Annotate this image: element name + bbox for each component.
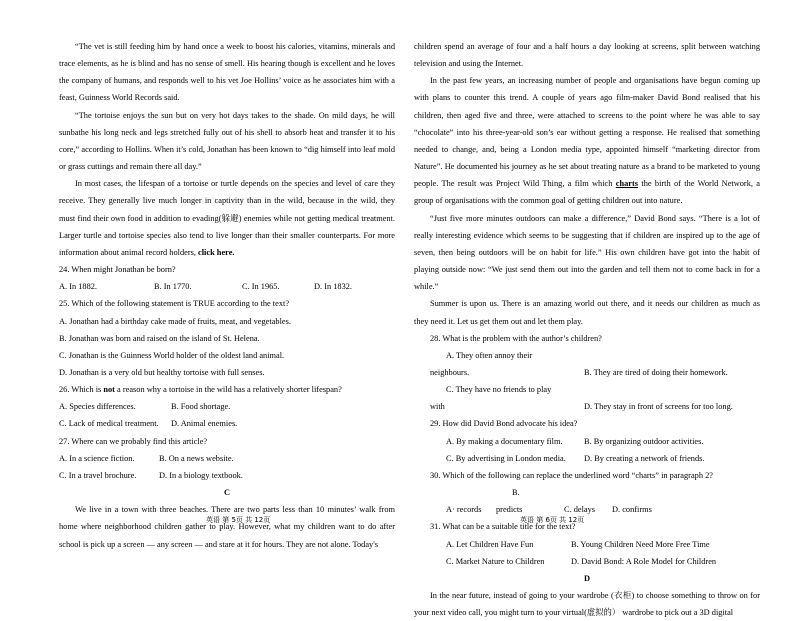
option: C. By advertising in London media. (446, 453, 566, 463)
option: C. In 1965. (242, 282, 280, 292)
option: D. They stay in front of screens for too long. (584, 402, 733, 412)
question-28-options (414, 347, 760, 381)
option: B. By organizing outdoor activities. (584, 436, 704, 446)
option: B. Jonathan was born and raised on the island of St. Helena. (59, 333, 260, 343)
click-here-link[interactable]: click here. (198, 247, 235, 257)
question-24-options (59, 278, 395, 295)
option: B. On a news website. (159, 453, 234, 463)
option: A. In a science fiction. (59, 453, 135, 463)
option: D. David Bond: A Role Model for Children (571, 556, 717, 566)
option: B. They are tired of doing their homework. (584, 367, 728, 377)
question-30: 30. Which of the following can replace the underlined word “charts” in paragraph 2? (430, 470, 713, 480)
question-text: a reason why a tortoise in the wild has a relatively shorter lifespan? (117, 385, 342, 395)
paragraph: children spend an average of four and a half hours a day looking at screens, split between watching television and using the Internet. (414, 42, 760, 69)
option: A. By making a documentary film. (446, 436, 563, 446)
question-28: 28. What is the problem with the author’s children? (430, 333, 602, 343)
paragraph: “The tortoise enjoys the sun but on very hot days takes to the shade. On mild days, he will sunbathe his long neck and legs stretched fully out of his shell to absorb heat and transfer it to his core,” according to Hollins. When it’s cold, Jonathan has been known to “dig himself into leaf mold or grass cuttings and remain there all day.” (59, 110, 395, 172)
question-29-options (414, 433, 760, 450)
paragraph (414, 72, 760, 209)
paragraph: In the near future, instead of going to your wardrobe (衣柜) to choose something to throw on for your next video call, you might turn to your virtual(虚拟的） wardrobe to pick out a 3D digital (414, 591, 760, 618)
question-26 (59, 381, 395, 398)
paragraph (59, 175, 395, 261)
section-heading-c: C (223, 488, 231, 498)
question-31-options (414, 553, 760, 570)
option: A. Let Children Have Fun (446, 539, 534, 549)
option: A. Jonathan had a birthday cake made of fruits, meat, and vegetables. (59, 316, 291, 326)
option: C. Jonathan is the Guinness World holder of the oldest land animal. (59, 350, 285, 360)
option: A. Species differences. (59, 402, 136, 412)
paragraph: “The vet is still feeding him by hand once a week to boost his calories, vitamins, minerals and trace elements, as he is blind and has no sense of smell. His hearing though is excellent and he loves the company of humans, and responds well to his vet Joe Hollins’ voice as he associates him with a feast, Guinness World Records said. (59, 42, 395, 103)
option: A. In 1882. (59, 282, 98, 292)
option: B. Food shortage. (171, 402, 231, 412)
question-30-options (414, 484, 760, 518)
option: D. Jonathan is a very old but healthy tortoise with full senses. (59, 367, 265, 377)
option: A· records (446, 505, 482, 515)
emphasis-not: not (103, 385, 115, 395)
question-24: 24. When might Jonathan be born? (59, 265, 176, 275)
option: A. They often annoy their neighbours. (430, 350, 533, 377)
paragraph: We live in a town with three beaches. There are two parts less than 10 minutes’ walk from home where neighborhood children gather to play. However, what my children want to do after school is pick up a screen — any screen — and stare at it for hours. They are not alone. Today's (59, 505, 395, 549)
question-25: 25. Which of the following statement is TRUE according to the text? (59, 299, 290, 309)
underlined-word-charts: charts (615, 179, 639, 189)
page-footer-left: 英语 第 5页 共 12页 (206, 516, 271, 524)
paragraph: “Just five more minutes outdoors can make a difference,” David Bond says. “There is a lot of really interesting evidence which seems to be suggesting that if children are inspired up to the age of seven, then being outdoors will be on habit for life.” His own children have got into the habit of playing outside now: “We just send them out into the garden and tell them not to come back in for a while.” (414, 213, 760, 292)
right-column (414, 38, 760, 621)
question-29-options (414, 450, 760, 467)
left-column (59, 38, 395, 553)
question-27-options (59, 450, 395, 467)
question-text: 26. Which is (59, 385, 102, 395)
question-28-options (414, 381, 760, 415)
option: C. In a travel brochure. (59, 470, 137, 480)
option: D. In 1832. (314, 282, 353, 292)
question-31: 31. What can be a suitable title for the text? (430, 522, 576, 532)
option: C. delays (564, 505, 596, 515)
option: B. predicts (496, 488, 523, 515)
option: B. Young Children Need More Free Time (571, 539, 710, 549)
option: B. In 1770. (154, 282, 192, 292)
option: C. Lack of medical treatment. (59, 419, 159, 429)
question-27: 27. Where can we probably find this article? (59, 436, 208, 446)
question-31-options (414, 536, 760, 553)
option: D. In a biology textbook. (159, 470, 243, 480)
page-footer-right: 英语 第 6页 共 12页 (520, 516, 585, 524)
paragraph-text: In most cases, the lifespan of a tortoise or turtle depends on the species and level of care they receive. They generally live much longer in captivity than in the wild, because in the wild, they must find their own food in addition to evading(躲避) enemies while not getting medical treatment. Larger turtle and tortoise species also tend to live longer than their smaller counterparts. For more information about animal record holders, (59, 179, 395, 257)
paragraph-text: In the past few years, an increasing number of people and organisations have begun coming up with plans to counter this trend. A couple of years ago film-maker David Bond realised that his children, then aged five and three, were attached to screens to the point where he was able to say “chocolate” into his three-year-old son’s ear without getting a response. He realised that something needed to change, and, being a London media type, appointed himself “marketing director from Nature”. He documented his journey as he set about treating nature as a brand to be marketed to young people. The result was Project Wild Thing, a film which (414, 76, 760, 189)
question-29: 29. How did David Bond advocate his idea? (430, 419, 578, 429)
option: D. confirms (612, 505, 652, 515)
option: C. Market Nature to Children (446, 556, 545, 566)
section-heading-d: D (583, 573, 591, 583)
paragraph-text: the birth of the World Network, a group of organisations with the common goal of getting children out into nature. (414, 179, 760, 206)
paragraph: Summer is upon us. There is an amazing world out there, and it needs our children as much as they need it. Let us get them out and let them play. (414, 299, 760, 326)
question-27-options (59, 467, 395, 484)
question-26-options (59, 415, 395, 432)
option: C. They have no friends to play with (430, 385, 552, 412)
option: D. By creating a network of friends. (584, 453, 705, 463)
option: D. Animal enemies. (171, 419, 238, 429)
question-26-options (59, 398, 395, 415)
